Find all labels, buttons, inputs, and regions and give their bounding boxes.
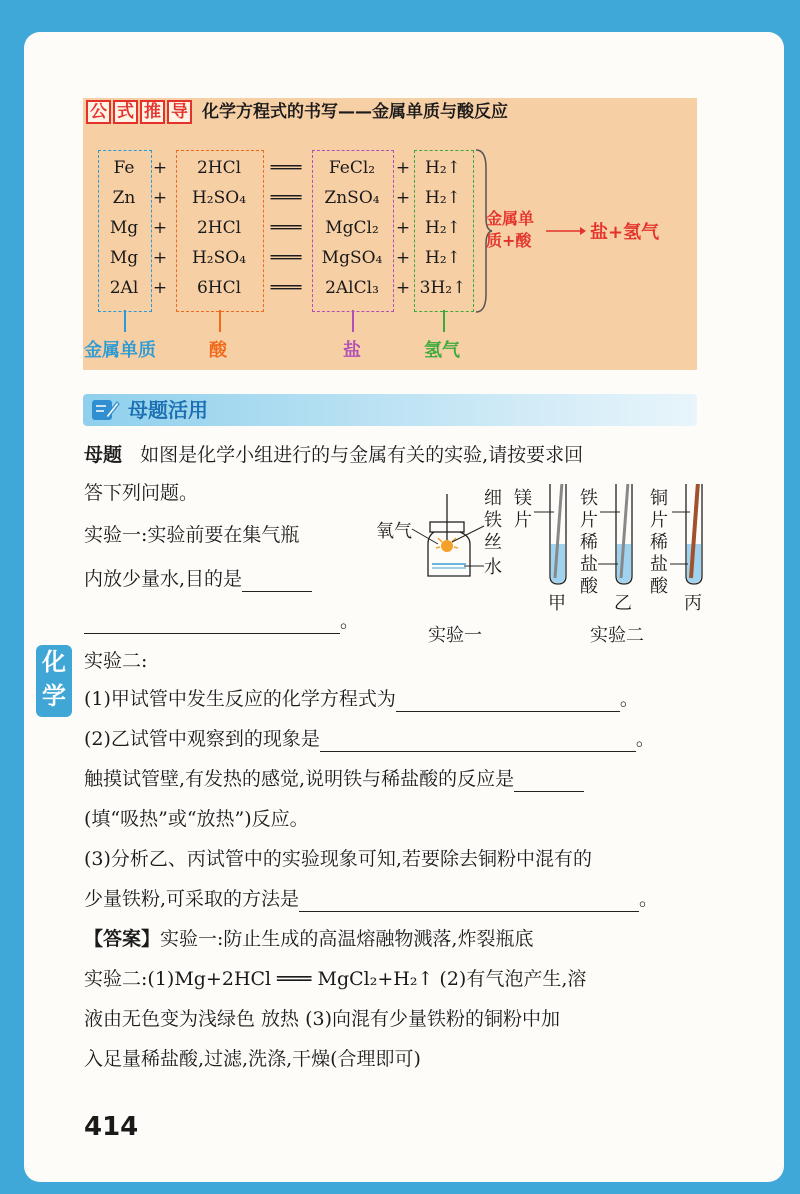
wire-char: 丝 [484, 532, 502, 553]
gas-connector [443, 310, 445, 332]
plus-sign: + [395, 218, 411, 238]
period: 。 [639, 888, 659, 910]
wire-char: 铁 [484, 510, 502, 531]
equals-sign: ═══ [270, 188, 302, 208]
fe-char: 铁 [580, 488, 598, 509]
mg-char: 镁 [514, 488, 532, 509]
badge-char: 推 [140, 100, 165, 124]
oxygen-label: 氧气 [376, 521, 412, 542]
mg-char: 片 [514, 510, 532, 531]
exp1-text-b: 内放少量水,目的是 [84, 568, 243, 590]
exp1-caption: 实验一 [428, 625, 482, 646]
eq-acid: 2HCl [196, 218, 242, 238]
eq-metal: Zn [112, 188, 136, 208]
mg-label [514, 488, 532, 532]
exp1-bottle [412, 494, 484, 576]
cu-char: 铜 [650, 488, 668, 509]
plus-sign: + [395, 248, 411, 268]
cu-label [650, 488, 668, 598]
summary-left [486, 208, 534, 252]
answer-line-4: 入足量稀盐酸,过滤,洗涤,干燥(合理即可) [84, 1048, 421, 1070]
equals-sign: ═══ [270, 248, 302, 268]
tube-jia: 甲 [548, 593, 566, 614]
eq-gas: 3H₂↑ [419, 278, 467, 298]
label-gas: 氢气 [424, 340, 460, 361]
problem-label: 母题 [84, 444, 123, 466]
question-2 [84, 726, 655, 752]
equals-sign: ═══ [270, 278, 302, 298]
question-3: (3)分析乙、丙试管中的实验现象可知,若要除去铜粉中混有的 [84, 848, 592, 870]
acid2-char: 酸 [650, 576, 668, 597]
tab-char: 化 [42, 648, 66, 676]
acid2-char: 盐 [650, 554, 668, 575]
answer-blank [242, 591, 312, 592]
section-title: 母题活用 [128, 398, 208, 422]
answer-blank [514, 791, 584, 792]
question-2-text: (2)乙试管中观察到的现象是 [84, 728, 320, 750]
eq-acid: H₂SO₄ [191, 248, 247, 268]
question-1 [84, 686, 639, 712]
answer-label: 【答案】 [84, 928, 161, 950]
badge-char: 公 [86, 100, 111, 124]
plus-sign: + [152, 278, 168, 298]
period: 。 [619, 688, 639, 710]
period: 。 [635, 728, 655, 750]
eq-gas: H₂↑ [425, 248, 461, 268]
summary-right: 盐+氢气 [590, 222, 660, 243]
exp2-heading: 实验二: [84, 650, 148, 672]
eq-gas: H₂↑ [425, 188, 461, 208]
formula-title: 化学方程式的书写——金属单质与酸反应 [202, 102, 508, 122]
eq-salt: ZnSO₄ [324, 188, 380, 208]
badge-char: 式 [113, 100, 138, 124]
eq-metal: 2Al [109, 278, 139, 298]
answer-line-3: 液由无色变为浅绿色 放热 (3)向混有少量铁粉的铜粉中加 [84, 1008, 560, 1030]
tube-yi: 乙 [614, 593, 632, 614]
exp2-tubes [534, 484, 702, 584]
question-2b [84, 766, 584, 792]
acid-char: 稀 [580, 532, 598, 553]
tab-char: 学 [42, 682, 66, 710]
page-number: 414 [84, 1112, 139, 1142]
arrow-icon [546, 226, 586, 236]
answer-blank [299, 911, 639, 912]
eq-acid: H₂SO₄ [191, 188, 247, 208]
problem-line-2: 答下列问题。 [84, 482, 199, 504]
plus-sign: + [152, 248, 168, 268]
cu-char: 片 [650, 510, 668, 531]
tube-bing: 丙 [684, 593, 702, 614]
eq-metal: Mg [109, 218, 139, 238]
badge-char: 导 [167, 100, 192, 124]
salt-connector [352, 310, 354, 332]
water-label: 水 [484, 557, 502, 578]
plus-sign: + [152, 158, 168, 178]
label-metal: 金属单质 [84, 340, 156, 361]
question-2b-text: 触摸试管壁,有发热的感觉,说明铁与稀盐酸的反应是 [84, 768, 515, 790]
period: 。 [340, 610, 360, 632]
answer-line-2: 实验二:(1)Mg+2HCl ═══ MgCl₂+H₂↑ (2)有气泡产生,溶 [84, 968, 587, 990]
summary-left-1: 金属单 [486, 209, 535, 228]
plus-sign: + [395, 188, 411, 208]
eq-gas: H₂↑ [425, 158, 461, 178]
exp1-line-b [84, 566, 312, 592]
fe-label [580, 488, 598, 598]
equals-sign: ═══ [270, 158, 302, 178]
plus-sign: + [395, 158, 411, 178]
subject-tab [36, 645, 72, 717]
acid-char: 盐 [580, 554, 598, 575]
plus-sign: + [395, 278, 411, 298]
formula-badge [86, 100, 192, 124]
eq-metal: Mg [109, 248, 139, 268]
answer-line-1 [84, 926, 533, 952]
eq-metal: Fe [113, 158, 135, 178]
summary-left-2: 质+酸 [486, 231, 532, 250]
eq-salt: MgCl₂ [325, 218, 379, 238]
acid2-char: 稀 [650, 532, 668, 553]
metal-connector [124, 310, 126, 332]
exp2-caption: 实验二 [590, 625, 644, 646]
problem-line-1 [84, 442, 583, 468]
eq-acid: 6HCl [196, 278, 242, 298]
label-salt: 盐 [343, 340, 361, 361]
fe-char: 片 [580, 510, 598, 531]
eq-salt: FeCl₂ [328, 158, 376, 178]
acid-char: 酸 [580, 576, 598, 597]
wire-label [484, 488, 502, 554]
eq-acid: 2HCl [196, 158, 242, 178]
question-1-text: (1)甲试管中发生反应的化学方程式为 [84, 688, 396, 710]
eq-salt: MgSO₄ [321, 248, 383, 268]
exp1-line-a: 实验一:实验前要在集气瓶 [84, 524, 300, 546]
answer-blank [84, 633, 340, 634]
wire-char: 细 [484, 488, 502, 509]
plus-sign: + [152, 188, 168, 208]
label-acid: 酸 [209, 340, 227, 361]
problem-text-1: 如图是化学小组进行的与金属有关的实验,请按要求回 [140, 444, 584, 466]
answer-text-1: 实验一:防止生成的高温熔融物溅落,炸裂瓶底 [160, 928, 534, 950]
notebook-pen-icon [90, 396, 120, 424]
question-3b-text: 少量铁粉,可采取的方法是 [84, 888, 300, 910]
exp1-line-c [84, 608, 359, 634]
eq-salt: 2AlCl₃ [325, 278, 379, 298]
answer-blank [320, 751, 636, 752]
plus-sign: + [152, 218, 168, 238]
acid-connector [219, 310, 221, 332]
question-3b [84, 886, 658, 912]
equals-sign: ═══ [270, 218, 302, 238]
eq-gas: H₂↑ [425, 218, 461, 238]
answer-blank [396, 711, 620, 712]
question-2c: (填“吸热”或“放热”)反应。 [84, 808, 309, 830]
